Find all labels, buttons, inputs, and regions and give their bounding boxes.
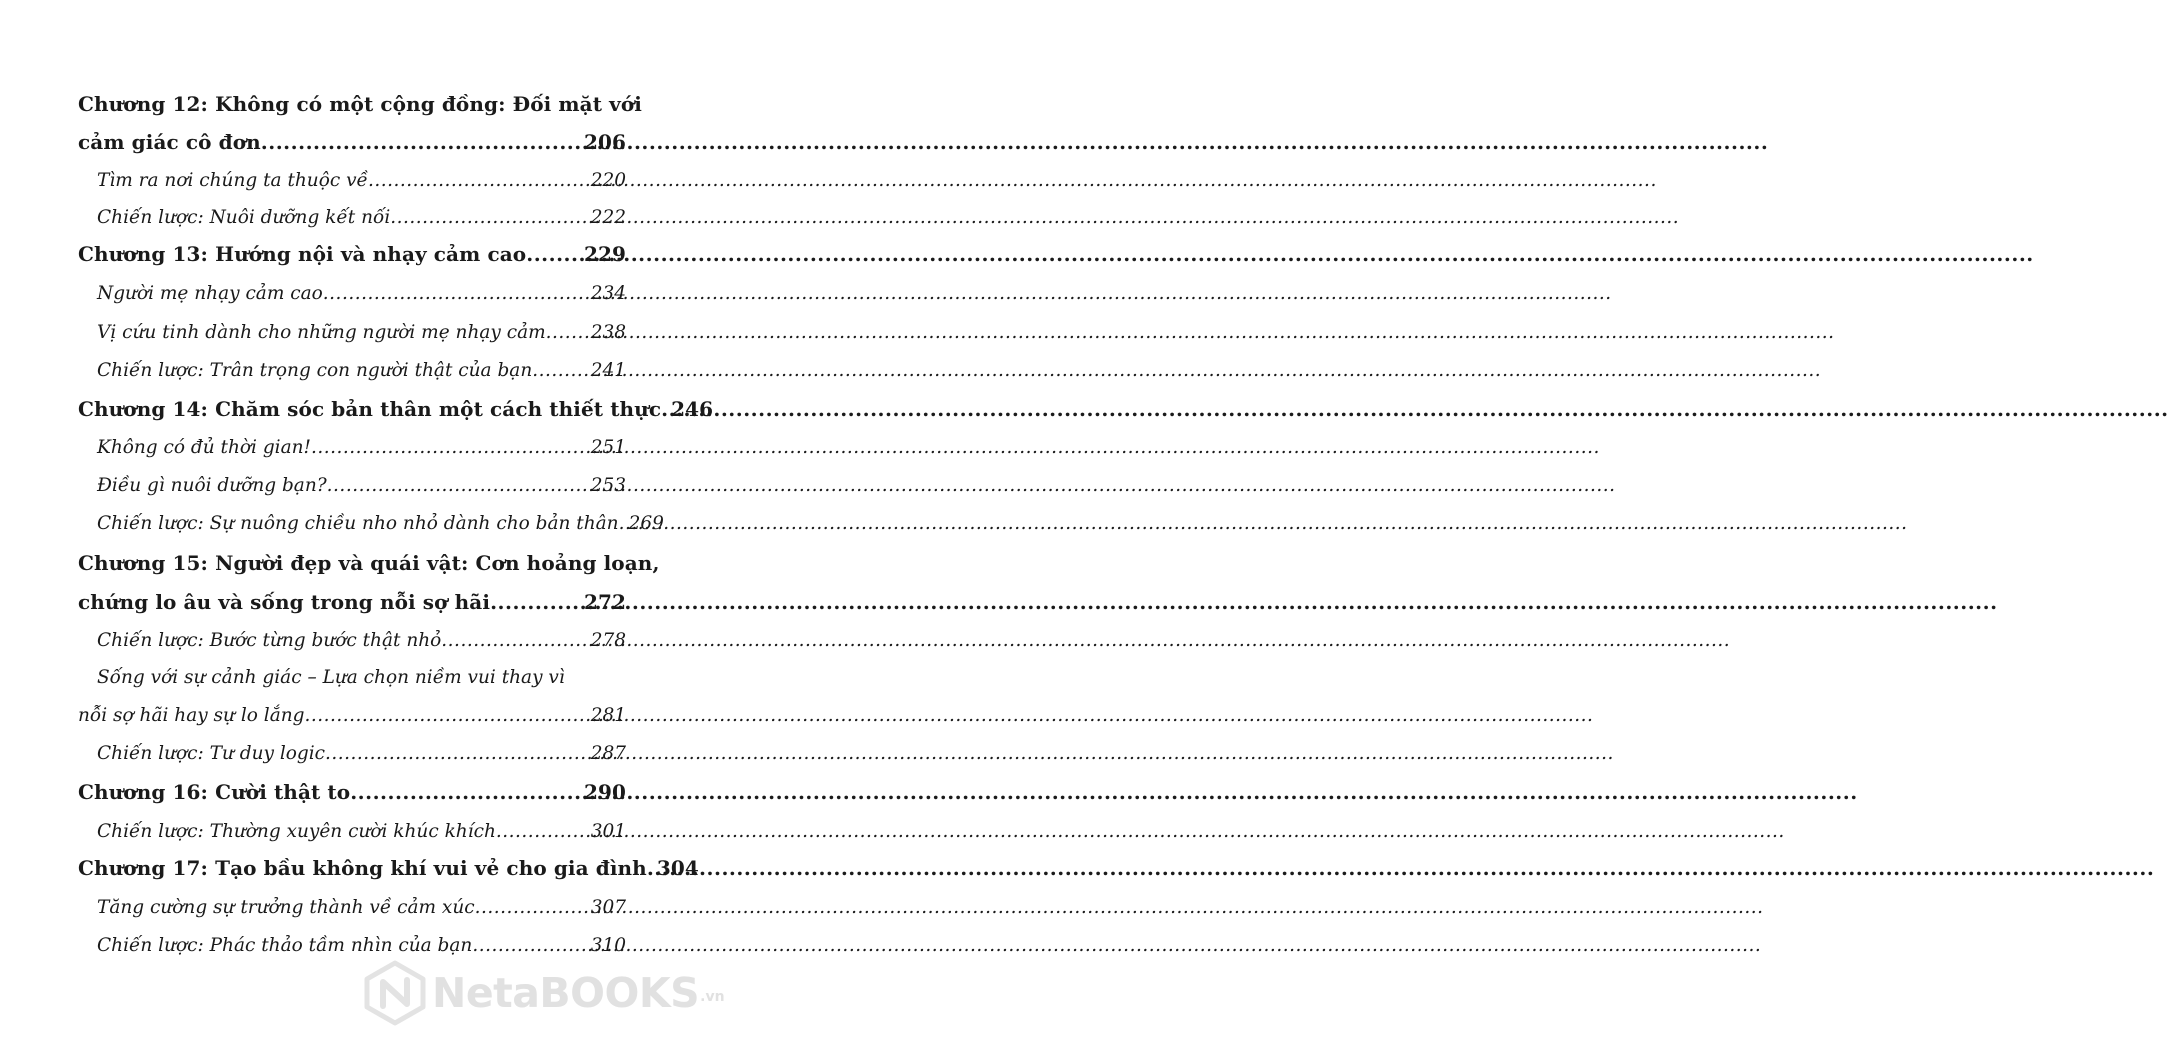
page-number: 234 (590, 283, 626, 304)
toc-chapter-13[interactable] (78, 242, 626, 266)
dot-leader (350, 780, 584, 804)
page-number: 253 (590, 475, 626, 496)
page-number: 246 (671, 397, 714, 421)
toc-entry-text: Vị cứu tinh dành cho những người mẹ nhạy cảm (97, 322, 546, 343)
toc-section-entry[interactable] (97, 475, 626, 496)
toc-entry-text: Chiến lược: Bước từng bước thật nhỏ (97, 630, 442, 651)
toc-entry-text: Tìm ra nơi chúng ta thuộc về (97, 170, 368, 191)
dot-leader (661, 397, 671, 421)
page-number: 307 (590, 897, 626, 918)
page-number: 241 (590, 360, 626, 381)
toc-section-entry[interactable] (97, 630, 626, 651)
watermark-brand-text: NetaBOOKS (432, 968, 700, 1017)
toc-section-entry-line-2[interactable] (78, 705, 626, 726)
dot-leader (323, 283, 591, 304)
page-number: 290 (583, 780, 626, 804)
dot-leader (490, 590, 584, 614)
toc-section-entry[interactable] (97, 897, 626, 918)
dot-leader (311, 437, 591, 458)
dot-leader (619, 513, 629, 534)
page-number: 269 (628, 513, 664, 534)
toc-entry-text: Chương 16: Cười thật to (78, 780, 351, 804)
toc-chapter-15-line-1 (78, 551, 660, 575)
toc-chapter-17[interactable] (78, 856, 699, 880)
toc-entry-text: Điều gì nuôi dưỡng bạn? (97, 475, 327, 496)
dot-leader (441, 630, 590, 651)
toc-entry-text: Sống với sự cảnh giác – Lựa chọn niềm vui thay vì (97, 667, 565, 688)
toc-entry-text: Tăng cường sự trưởng thành về cảm xúc (97, 897, 475, 918)
toc-section-entry[interactable] (97, 322, 626, 343)
dot-leader (532, 360, 590, 381)
netabooks-watermark (362, 950, 725, 1035)
toc-entry-text: Chương 12: Không có một cộng đồng: Đối mặt với (78, 92, 643, 116)
toc-chapter-14[interactable] (78, 397, 714, 421)
page-number: 229 (583, 242, 626, 266)
page-number: 304 (656, 856, 699, 880)
toc-section-entry[interactable] (97, 821, 626, 842)
toc-section-entry[interactable] (97, 743, 626, 764)
toc-entry-text: Chiến lược: Trân trọng con người thật của bạn (97, 360, 533, 381)
dot-leader (496, 821, 591, 842)
dot-leader (368, 170, 591, 191)
toc-section-entry[interactable] (97, 207, 626, 228)
dot-leader (327, 475, 591, 496)
page-number: 238 (590, 322, 626, 343)
netabooks-logo-icon (362, 960, 428, 1026)
page-number: 301 (590, 821, 626, 842)
page-number: 287 (590, 743, 626, 764)
dot-leader (390, 207, 590, 228)
page-number: 222 (590, 207, 626, 228)
toc-chapter-12-line-2[interactable] (78, 130, 626, 154)
toc-section-entry[interactable] (97, 170, 626, 191)
dot-leader (647, 856, 657, 880)
toc-entry-text: Chiến lược: Phác thảo tầm nhìn của bạn (97, 935, 473, 956)
page-number: 272 (583, 590, 626, 614)
toc-section-entry[interactable] (97, 437, 626, 458)
toc-chapter-16[interactable] (78, 780, 626, 804)
toc-entry-text: nỗi sợ hãi hay sự lo lắng (78, 705, 305, 726)
toc-entry-text: Chiến lược: Thường xuyên cười khúc khích (97, 821, 496, 842)
page-number: 281 (590, 705, 626, 726)
toc-entry-text: Chiến lược: Sự nuông chiều nho nhỏ dành cho bản thân (97, 513, 619, 534)
toc-chapter-12-line-1 (78, 92, 643, 116)
toc-entry-text: chứng lo âu và sống trong nỗi sợ hãi (78, 590, 491, 614)
toc-section-entry-line-1 (97, 667, 626, 688)
dot-leader (261, 130, 584, 154)
toc-section-entry[interactable] (97, 360, 626, 381)
page-number: 310 (590, 935, 626, 956)
dot-leader (305, 705, 591, 726)
toc-entry-text: Không có đủ thời gian! (97, 437, 311, 458)
toc-chapter-15-line-2[interactable] (78, 590, 626, 614)
toc-entry-text: cảm giác cô đơn (78, 130, 261, 154)
page-number: 251 (590, 437, 626, 458)
toc-entry-text: Người mẹ nhạy cảm cao (97, 283, 323, 304)
toc-entry-text: Chiến lược: Tư duy logic (97, 743, 326, 764)
page-number: 206 (583, 130, 626, 154)
toc-entry-text: Chương 17: Tạo bầu không khí vui vẻ cho gia đình (78, 856, 647, 880)
dot-leader (546, 322, 591, 343)
dot-leader (475, 897, 591, 918)
watermark-domain-suffix: .vn (700, 989, 725, 1005)
toc-entry-text: Chiến lược: Nuôi dưỡng kết nối (97, 207, 391, 228)
dot-leader (526, 242, 584, 266)
toc-section-entry[interactable] (97, 283, 626, 304)
toc-entry-text: Chương 13: Hướng nội và nhạy cảm cao (78, 242, 527, 266)
page-number: 278 (590, 630, 626, 651)
dot-leader (325, 743, 591, 764)
toc-section-entry[interactable] (97, 513, 664, 534)
page-number: 220 (590, 170, 626, 191)
toc-entry-text: Chương 15: Người đẹp và quái vật: Cơn hoảng loạn, (78, 551, 660, 575)
toc-entry-text: Chương 14: Chăm sóc bản thân một cách thiết thực (78, 397, 662, 421)
